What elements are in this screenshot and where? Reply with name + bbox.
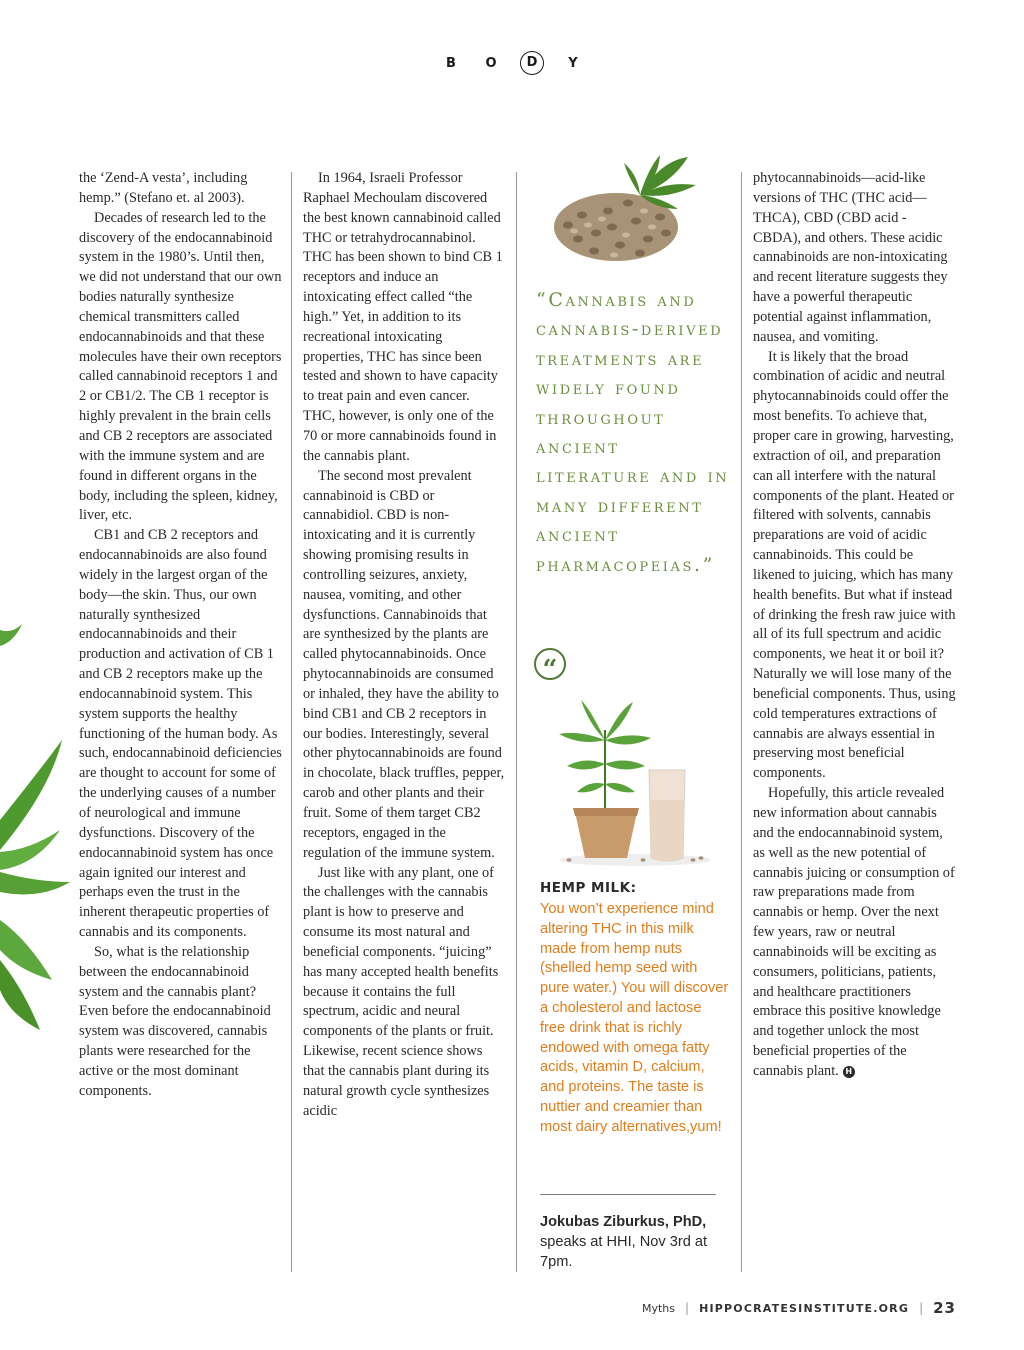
author-name: Jokubas Ziburkus, PhD,: [540, 1214, 707, 1230]
pull-quote: “Cannabis and cannabis-derived treatments are widely found throughout ancient literature and in many different ancient pharmacopeias.”: [536, 289, 730, 576]
column-divider: [516, 172, 517, 1272]
header-letter: Y: [568, 55, 578, 71]
paragraph: It is likely that the broad combination of acidic and neutral phytocannabinoids could offer the most benefits. To achieve that, proper care in growing, harvesting, extraction of oil, and preparation can all interfere with the natural components of the plant. Heated or filtered with solvents, cannabis preparations are void of acidic cannabinoids. This could be likened to juicing, which has many health benefits. But what if instead of drinking the fresh raw juice with all of its full spectrum and acidic components, we heat it or boil it? Naturally we will lose many of the beneficial components. Thus, using cold temperatures extractions of cannabis are always essential in preserving most beneficial components.: [753, 348, 956, 782]
column-divider: [741, 172, 742, 1272]
paragraph: CB1 and CB 2 receptors and endocannabinoids are also found widely in the largest organ of the body—the skin. Thus, our own naturally synthesized endocannabinoids and their production and activation of CB 1 and CB 2 receptors make up the endocannabinoid system. This system supports the healthy functioning of the human body. As such, endocannabinoid deficiencies are thought to account for some of the underlying causes of a number of neurological and immune dysfunctions. Discovery of the endocannabinoid system has once again ignited our interest and perhaps even the trust in the inherent therapeutic properties of cannabis and its components.: [79, 527, 282, 941]
article-column-2: [303, 169, 505, 1122]
author-block: [540, 1212, 730, 1272]
section-header: [0, 50, 1024, 76]
header-letter: O: [485, 55, 497, 71]
cannabis-leaf-icon: [0, 620, 80, 1040]
paragraph: The second most prevalent cannabinoid is CBD or cannabidiol. CBD is non-intoxicating and it is currently showing promising results in controlling seizures, anxiety, nausea, vomiting, and other dysfunctions. Cannabinoids that are synthesized by the plants are called phytocannabinoids. Once phytocannabinoids are consumed or inhaled, they have the ability to bind CB1 and CB 2 receptors in our bodies. Interestingly, several other phytocannabinoids are found in chocolate, black truffles, pepper, carob and other plants and their fruit. Some of them target CB2 receptors, engaged in the regulation of the immune system.: [303, 467, 505, 861]
column-divider: [291, 172, 292, 1272]
page-footer: [642, 1297, 956, 1319]
paragraph: So, what is the relationship between the endocannabinoid system and the cannabis plant? Even before the endocannabinoid system was discovered, cannabis plants were researched for the active or the most dominant components.: [79, 943, 271, 1099]
end-mark-icon: H: [843, 1066, 855, 1078]
header-letter: B: [446, 55, 456, 71]
hemp-seeds-image: [548, 155, 698, 265]
paragraph: [753, 784, 958, 1082]
paragraph: Decades of research led to the discovery of the endocannabinoid system in the 1980’s. Until then, we did not understand that our own bodies naturally synthesize chemical transmitters called endocannabinoids and that these molecules have their own receptors called cannabinoid receptors 1 and 2 or CB1/2. The CB 1 receptor is highly prevalent in the brain cells and CB 2 receptors are associated with the immune system and are found in different organs in the body, including the spleen, kidney, liver, etc.: [79, 209, 282, 524]
article-column-4: [753, 169, 958, 1082]
quote-glyph: “: [542, 655, 558, 685]
footer-section: Myths: [641, 1301, 676, 1315]
sidebar-title: HEMP MILK:: [540, 880, 637, 896]
author-divider: [540, 1194, 716, 1195]
paragraph: In 1964, Israeli Professor Raphael Mechoulam discovered the best known cannabinoid called THC or tetrahydrocannabinol. THC has been shown to bind CB 1 receptors and induce an intoxicating effect called “the high.” Yet, in addition to its recreational intoxicating properties, THC has since been tested and shown to have capacity to treat pain and even cancer. THC, however, is only one of the 70 or more cannabinoids found in the cannabis plant.: [303, 170, 503, 464]
author-detail: speaks at HHI, Nov 3rd at 7pm.: [540, 1234, 708, 1270]
hemp-milk-image: [555, 700, 715, 870]
footer-website: HIPPOCRATESINSTITUTE.ORG: [699, 1301, 910, 1315]
sidebar-body: You won’t experience mind altering THC in this milk made from hemp nuts (shelled hemp seed with pure water.) You will discover a cholesterol and lactose free drink that is richly endowed with omega fatty acids, vitamin D, calcium, and proteins. The taste is nuttier and creamier than most dairy alternatives,yum!: [540, 901, 729, 1135]
paragraph-text: Hopefully, this article revealed new information about cannabis and the endocannabinoid system, as well as the new potential of cannabis juicing or consumption of raw preparations made from cannabis or hemp. Over the next few years, raw or neutral cannabinoids will be exciting as consumers, politicians, patients, and healthcare practitioners embrace this positive knowledge and together unlock the most beneficial properties of the cannabis plant.: [753, 785, 955, 1079]
paragraph: phytocannabinoids—acid-like versions of THC (THC acid—THCA), CBD (CBD acid - CBDA), and others. These acidic cannabinoids are non-intoxicating and recent literature suggests they have a powerful therapeutic potential against inflammation, nausea, and vomiting.: [753, 170, 948, 345]
header-letter-circled: D: [520, 51, 544, 75]
page-number: 23: [933, 1299, 956, 1317]
quote-icon: [534, 648, 566, 685]
footer-separator: |: [919, 1301, 924, 1315]
article-column-1: [79, 169, 282, 1102]
footer-separator: |: [685, 1301, 690, 1315]
paragraph: the ‘Zend-A vesta’, including hemp.” (Stefano et. al 2003).: [79, 170, 248, 206]
paragraph: Just like with any plant, one of the challenges with the cannabis plant is how to preserve and consume its most natural and beneficial components. “juicing” has many accepted health benefits because it contains the full spectrum, acidic and neural components of the plants or fruit. Likewise, recent science shows that the cannabis plant during its natural growth cycle synthesizes acidic: [303, 864, 499, 1119]
